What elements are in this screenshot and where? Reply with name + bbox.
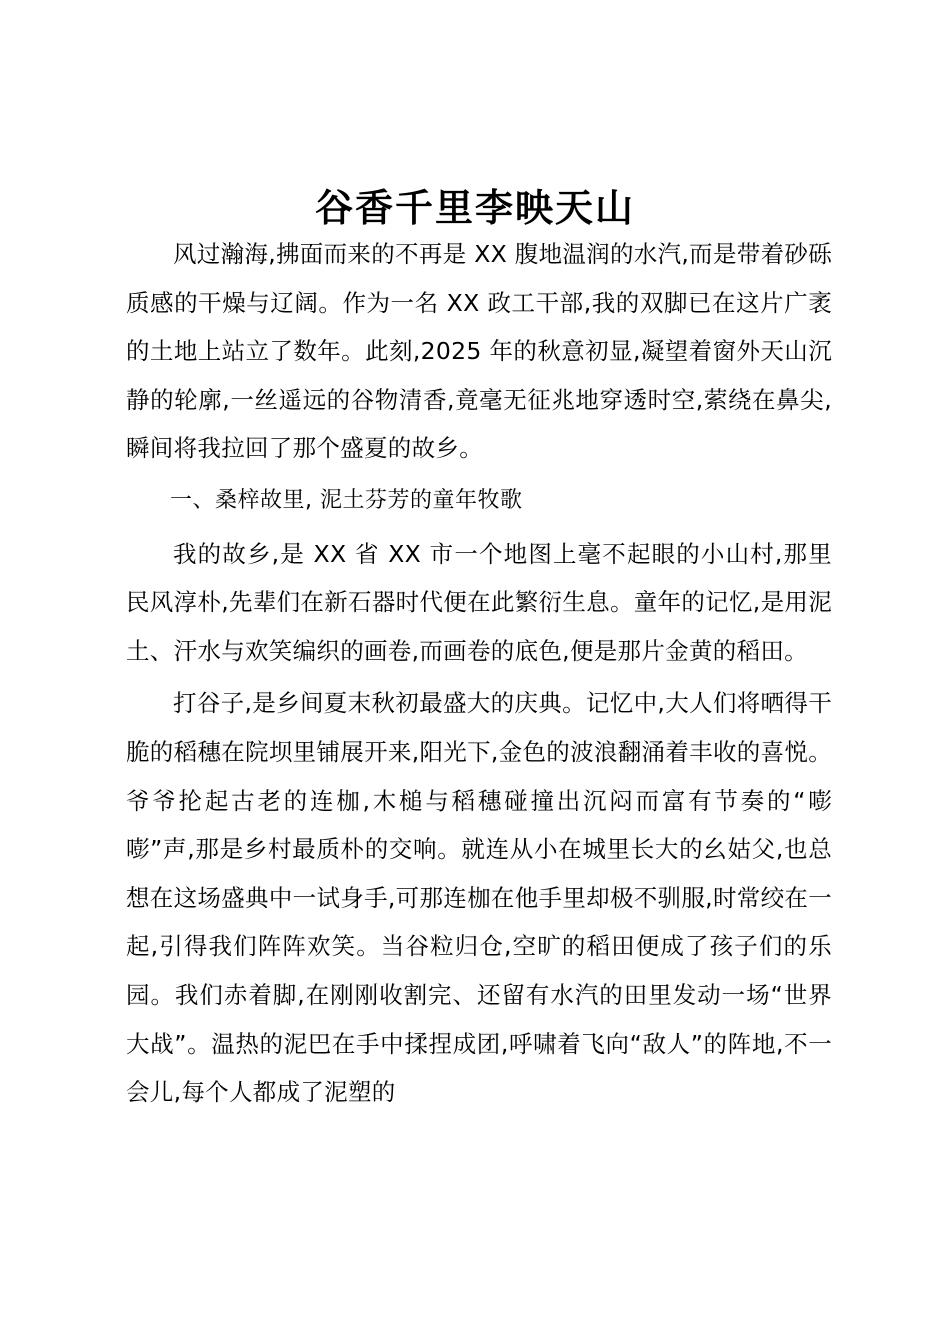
section-heading: 一、桑梓故里, 泥土芬芳的童年牧歌	[170, 487, 523, 513]
threshing-paragraph: 打谷子,是乡间夏末秋初最盛大的庆典。记忆中,大人们将晒得干脆的稻穗在院坝里铺展开来,阳光下,金色的波浪翻涌着丰收的喜悦。爷爷抡起古老的连枷,木槌与稻穗碰撞出沉闷而富有节奏的“嘭嘭”声,那是乡村最质朴的交响。就连从小在城里长大的幺姑父,也总想在这场盛典中一试身手,可那连枷在他手里却极不驯服,时常绞在一起,引得我们阵阵欢笑。当谷粒归仓,空旷的稻田便成了孩子们的乐园。我们赤着脚,在刚刚收割完、还留有水汽的田里发动一场“世界大战”。温热的泥巴在手中揉捏成团,呼啸着飞向“敌人”的阵地,不一会儿,每个人都成了泥塑的	[126, 689, 832, 1107]
intro-paragraph: 风过瀚海,拂面而来的不再是 XX 腹地温润的水汽,而是带着砂砾质感的干燥与辽阔。作为一名 XX 政工干部,我的双脚已在这片广袤的土地上站立了数年。此刻,2025 年的秋意初显,凝望着窗外天山沉静的轮廓,一丝遥远的谷物清香,竟毫无征兆地穿透时空,萦绕在鼻尖,瞬间将我拉回了那个盛夏的故乡。	[126, 240, 832, 463]
document-title: 谷香千里李映天山	[314, 185, 635, 230]
hometown-paragraph: 我的故乡,是 XX 省 XX 市一个地图上毫不起眼的小山村,那里民风淳朴,先辈们在新石器时代便在此繁衍生息。童年的记忆,是用泥土、汗水与欢笑编织的画卷,而画卷的底色,便是那片金黄的稻田。	[126, 539, 832, 665]
document-body	[126, 230, 832, 1117]
